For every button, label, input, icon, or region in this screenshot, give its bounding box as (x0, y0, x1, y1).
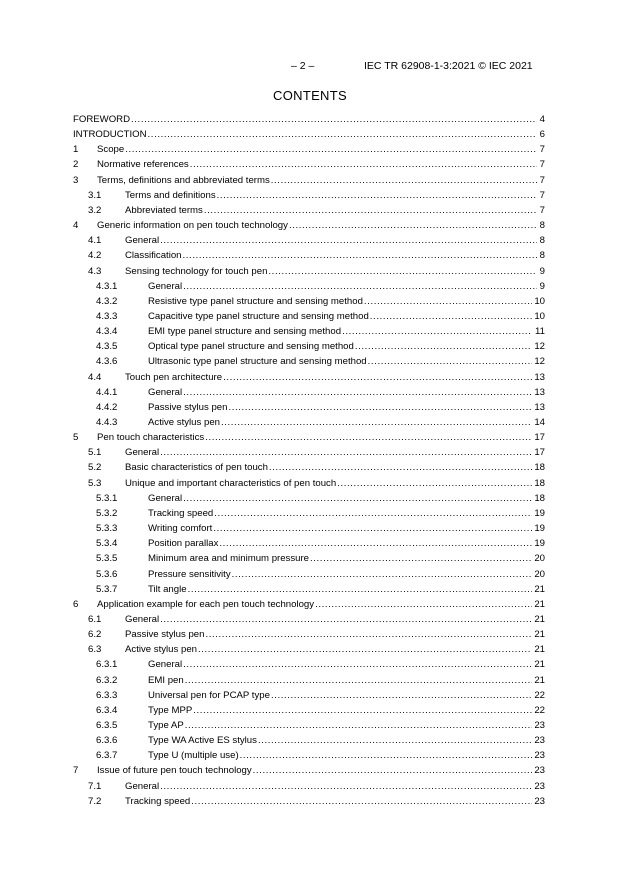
toc-dot-leader (190, 157, 537, 172)
toc-entry-number: 6.3.2 (96, 674, 118, 686)
toc-entry-number: 5.2 (88, 462, 102, 474)
toc-entry-title: EMI pen (148, 674, 184, 686)
toc-dot-leader (271, 173, 537, 188)
toc-entry-page: 14 (534, 417, 545, 428)
toc-entry-title: Active stylus pen (148, 417, 220, 428)
toc-entry[interactable] (0, 718, 620, 733)
toc-entry-number: 5.3.1 (96, 492, 118, 504)
toc-entry-title: General (148, 280, 183, 292)
toc-entry[interactable] (0, 142, 620, 157)
toc-dot-leader (185, 673, 532, 688)
toc-entry-page: 7 (539, 159, 545, 171)
toc-entry-number: 5.3.4 (96, 538, 118, 550)
toc-entry-title: Basic characteristics of pen touch (125, 462, 268, 474)
toc-dot-leader (289, 218, 537, 233)
toc-entry[interactable] (0, 567, 620, 582)
toc-entry-number: 4.4.3 (96, 417, 118, 428)
toc-entry-number: 1 (73, 144, 79, 156)
toc-entry-page: 12 (534, 356, 545, 368)
toc-entry[interactable] (0, 324, 620, 339)
toc-dot-leader (228, 400, 532, 415)
toc-entry-title: Tracking speed (125, 795, 191, 807)
toc-entry[interactable] (0, 551, 620, 566)
toc-dot-leader (193, 703, 532, 718)
toc-entry-page: 8 (539, 250, 545, 262)
toc-dot-leader (125, 142, 537, 157)
toc-entry-page: 17 (534, 432, 545, 444)
toc-entry-page: 20 (534, 568, 545, 580)
toc-dot-leader (148, 127, 537, 142)
toc-entry[interactable] (0, 460, 620, 475)
toc-entry-page: 21 (534, 674, 545, 686)
toc-entry-number: 4.4 (88, 371, 102, 383)
toc-dot-leader (253, 763, 532, 778)
toc-dot-leader (342, 324, 532, 339)
toc-entry-title: General (148, 659, 183, 671)
toc-entry[interactable] (0, 173, 620, 188)
toc-entry-page: 21 (534, 613, 545, 625)
toc-entry[interactable] (0, 627, 620, 642)
toc-entry-number: 5.3.7 (96, 583, 118, 595)
toc-dot-leader (268, 264, 537, 279)
toc-dot-leader (205, 627, 532, 642)
toc-entry-title: Minimum area and minimum pressure (148, 553, 310, 565)
toc-entry[interactable] (0, 400, 620, 415)
toc-entry-title: Touch pen architecture (125, 371, 223, 383)
toc-entry-page: 7 (539, 204, 545, 216)
toc-entry-title: Position parallax (148, 538, 219, 550)
toc-dot-leader (217, 188, 537, 203)
toc-entry-page: 21 (534, 583, 545, 595)
toc-dot-leader (310, 551, 532, 566)
toc-entry-number: 4.3.2 (96, 295, 118, 307)
toc-dot-leader (221, 415, 532, 430)
toc-entry[interactable] (0, 748, 620, 763)
toc-entry-title: General (125, 613, 160, 625)
toc-dot-leader (213, 521, 532, 536)
toc-entry[interactable] (0, 582, 620, 597)
toc-entry-number: 6.3.1 (96, 659, 118, 671)
toc-entry[interactable] (0, 294, 620, 309)
page-header (0, 60, 620, 76)
toc-entry[interactable] (0, 779, 620, 794)
toc-entry-title: INTRODUCTION (73, 129, 147, 141)
toc-entry-page: 8 (539, 235, 545, 247)
toc-entry-page: 11 (535, 326, 545, 338)
toc-entry-number: 6.3.5 (96, 720, 118, 731)
toc-entry-page: 9 (539, 265, 545, 277)
toc-entry-title: General (125, 780, 160, 792)
toc-entry-title: Normative references (97, 159, 189, 171)
toc-dot-leader (205, 430, 532, 445)
toc-entry[interactable] (0, 218, 620, 233)
toc-entry-number: 5.3 (88, 477, 102, 489)
toc-entry-title: Capacitive type panel structure and sensing method (148, 310, 369, 322)
toc-entry-title: Tilt angle (148, 583, 187, 595)
toc-entry-page: 23 (534, 735, 545, 747)
toc-entry[interactable] (0, 491, 620, 506)
toc-entry-title: EMI type panel structure and sensing method (148, 326, 342, 338)
toc-entry[interactable] (0, 354, 620, 369)
toc-entry-page: 19 (534, 538, 545, 550)
toc-entry-number: 6 (73, 598, 79, 610)
toc-entry-title: General (125, 235, 160, 247)
toc-dot-leader (183, 657, 532, 672)
toc-entry-title: Terms, definitions and abbreviated terms (97, 174, 270, 186)
toc-entry[interactable] (0, 203, 620, 218)
toc-entry-page: 22 (534, 689, 545, 701)
toc-entry-number: 4.3.6 (96, 356, 118, 368)
toc-entry-number: 4.3.1 (96, 280, 118, 292)
toc-entry[interactable] (0, 794, 620, 809)
toc-entry-page: 20 (534, 553, 545, 565)
toc-entry-page: 21 (534, 629, 545, 641)
toc-dot-leader (183, 248, 537, 263)
toc-dot-leader (160, 445, 532, 460)
toc-entry[interactable] (0, 430, 620, 445)
page-number: – 2 – (291, 60, 315, 72)
toc-entry-page: 7 (539, 144, 545, 156)
toc-dot-leader (355, 339, 532, 354)
toc-dot-leader (185, 718, 532, 733)
toc-entry[interactable] (0, 415, 620, 430)
toc-entry-page: 18 (534, 462, 545, 474)
toc-entry-title: Type WA Active ES stylus (148, 735, 257, 747)
toc-entry-number: 3 (73, 174, 79, 186)
toc-entry-title: Type U (multiple use) (148, 750, 239, 762)
toc-entry[interactable] (0, 612, 620, 627)
toc-dot-leader (160, 233, 537, 248)
toc-entry-page: 7 (539, 174, 545, 186)
toc-entry[interactable] (0, 536, 620, 551)
toc-entry-title: Pressure sensitivity (148, 568, 231, 580)
toc-entry[interactable] (0, 597, 620, 612)
toc-dot-leader (223, 370, 532, 385)
toc-entry-title: Application example for each pen touch technology (97, 598, 315, 610)
toc-entry-page: 22 (534, 704, 545, 716)
toc-dot-leader (183, 491, 532, 506)
toc-entry[interactable] (0, 445, 620, 460)
toc-entry-page: 8 (539, 220, 545, 232)
toc-entry[interactable] (0, 188, 620, 203)
toc-entry-page: 23 (534, 765, 545, 777)
toc-entry[interactable] (0, 248, 620, 263)
toc-entry[interactable] (0, 309, 620, 324)
toc-entry-number: 6.3.3 (96, 689, 118, 701)
toc-dot-leader (160, 779, 532, 794)
toc-entry-title: Abbreviated terms (125, 204, 203, 216)
toc-entry-title: Universal pen for PCAP type (148, 689, 270, 701)
toc-entry-number: 6.3.4 (96, 704, 118, 716)
toc-entry-number: 5 (73, 432, 79, 444)
toc-entry-page: 18 (534, 477, 545, 489)
toc-dot-leader (183, 385, 532, 400)
toc-entry[interactable] (0, 476, 620, 491)
toc-entry-title: Generic information on pen touch technology (97, 220, 288, 232)
toc-dot-leader (198, 642, 532, 657)
toc-entry-number: 6.3.6 (96, 735, 118, 747)
toc-entry-page: 19 (534, 523, 545, 535)
toc-entry[interactable] (0, 521, 620, 536)
toc-dot-leader (191, 794, 532, 809)
toc-dot-leader (364, 294, 532, 309)
toc-entry-title: Optical type panel structure and sensing method (148, 341, 354, 353)
toc-entry-title: Passive stylus pen (148, 401, 228, 413)
toc-entry[interactable] (0, 233, 620, 248)
toc-entry-number: 5.3.5 (96, 553, 118, 565)
toc-dot-leader (160, 612, 532, 627)
toc-entry-page: 23 (534, 750, 545, 762)
toc-dot-leader (183, 279, 537, 294)
toc-entry-number: 7 (73, 765, 79, 777)
toc-dot-leader (188, 582, 532, 597)
toc-entry-page: 10 (534, 310, 545, 322)
toc-dot-leader (204, 203, 537, 218)
toc-entry-title: Resistive type panel structure and sensing method (148, 295, 363, 307)
toc-entry[interactable] (0, 642, 620, 657)
toc-entry[interactable] (0, 385, 620, 400)
toc-entry-number: 7.1 (88, 780, 102, 792)
toc-entry-title: Type AP (148, 720, 184, 731)
toc-dot-leader (214, 506, 532, 521)
toc-entry-title: Sensing technology for touch pen (125, 265, 268, 277)
toc-entry-title: General (148, 386, 183, 398)
toc-entry-number: 6.3 (88, 644, 102, 656)
toc-entry[interactable] (0, 339, 620, 354)
toc-entry-number: 5.3.3 (96, 523, 118, 535)
toc-entry-page: 4 (539, 114, 545, 125)
toc-entry-number: 5.3.2 (96, 507, 118, 519)
toc-entry-number: 6.1 (88, 613, 102, 625)
toc-entry-title: FOREWORD (73, 114, 131, 125)
contents-title: CONTENTS (273, 88, 347, 103)
toc-entry-number: 6.3.7 (96, 750, 118, 762)
toc-entry[interactable] (0, 763, 620, 778)
toc-dot-leader (368, 354, 532, 369)
toc-entry-number: 2 (73, 159, 79, 171)
toc-entry-page: 21 (534, 659, 545, 671)
toc-entry-title: Writing comfort (148, 523, 213, 535)
toc-entry[interactable] (0, 112, 620, 127)
toc-entry-page: 21 (534, 598, 545, 610)
toc-entry-title: Scope (97, 144, 125, 156)
toc-entry[interactable] (0, 127, 620, 142)
toc-dot-leader (337, 476, 532, 491)
toc-entry-page: 10 (534, 295, 545, 307)
toc-entry-title: Ultrasonic type panel structure and sensing method (148, 356, 367, 368)
toc-entry-title: Pen touch characteristics (97, 432, 205, 444)
toc-entry-page: 7 (539, 189, 545, 201)
toc-entry-page: 23 (534, 780, 545, 792)
toc-entry-number: 4.3 (88, 265, 102, 277)
toc-entry-page: 18 (534, 492, 545, 504)
toc-entry-page: 23 (534, 795, 545, 807)
toc-dot-leader (232, 567, 532, 582)
toc-entry-title: Type MPP (148, 704, 193, 716)
document-id: IEC TR 62908-1-3:2021 © IEC 2021 (364, 60, 533, 72)
toc-entry-page: 23 (534, 720, 545, 731)
toc-entry-number: 5.1 (88, 447, 102, 459)
toc-entry-title: Unique and important characteristics of pen touch (125, 477, 337, 489)
toc-entry-number: 3.1 (88, 189, 102, 201)
toc-entry-title: Tracking speed (148, 507, 214, 519)
toc-entry[interactable] (0, 657, 620, 672)
toc-entry-number: 5.3.6 (96, 568, 118, 580)
toc-entry-title: Passive stylus pen (125, 629, 205, 641)
toc-entry-title: Terms and definitions (125, 189, 216, 201)
toc-entry-number: 4.1 (88, 235, 102, 247)
toc-entry-number: 7.2 (88, 795, 102, 807)
toc-dot-leader (370, 309, 532, 324)
toc-entry[interactable] (0, 506, 620, 521)
toc-entry-title: Active stylus pen (125, 644, 197, 656)
toc-dot-leader (219, 536, 532, 551)
toc-dot-leader (258, 733, 532, 748)
toc-entry-number: 4.3.3 (96, 310, 118, 322)
toc-dot-leader (271, 688, 532, 703)
toc-dot-leader (269, 460, 532, 475)
toc-entry-title: Issue of future pen touch technology (97, 765, 252, 777)
toc-entry-title: General (148, 492, 183, 504)
toc-entry[interactable] (0, 279, 620, 294)
toc-entry-title: Classification (125, 250, 182, 262)
toc-entry-number: 4.4.2 (96, 401, 118, 413)
toc-entry[interactable] (0, 688, 620, 703)
toc-entry-page: 9 (539, 280, 545, 292)
toc-dot-leader (240, 748, 532, 763)
toc-entry-page: 6 (539, 129, 545, 141)
toc-entry-number: 3.2 (88, 204, 102, 216)
toc-entry-page: 19 (534, 507, 545, 519)
toc-entry[interactable] (0, 703, 620, 718)
toc-entry[interactable] (0, 733, 620, 748)
toc-entry-number: 4 (73, 220, 79, 232)
toc-entry[interactable] (0, 264, 620, 279)
toc-entry-title: General (125, 447, 160, 459)
toc-entry-page: 12 (534, 341, 545, 353)
toc-entry-number: 4.2 (88, 250, 102, 262)
toc-entry-page: 13 (534, 401, 545, 413)
toc-entry-page: 21 (534, 644, 545, 656)
toc-entry-page: 13 (534, 386, 545, 398)
toc-entry-number: 4.4.1 (96, 386, 118, 398)
toc-entry[interactable] (0, 157, 620, 172)
toc-dot-leader (131, 112, 537, 127)
toc-entry-number: 4.3.4 (96, 326, 118, 338)
toc-entry-page: 17 (534, 447, 545, 459)
toc-entry[interactable] (0, 370, 620, 385)
toc-entry-page: 13 (534, 371, 545, 383)
toc-entry-number: 6.2 (88, 629, 102, 641)
toc-entry-number: 4.3.5 (96, 341, 118, 353)
toc-entry[interactable] (0, 673, 620, 688)
toc-dot-leader (315, 597, 532, 612)
